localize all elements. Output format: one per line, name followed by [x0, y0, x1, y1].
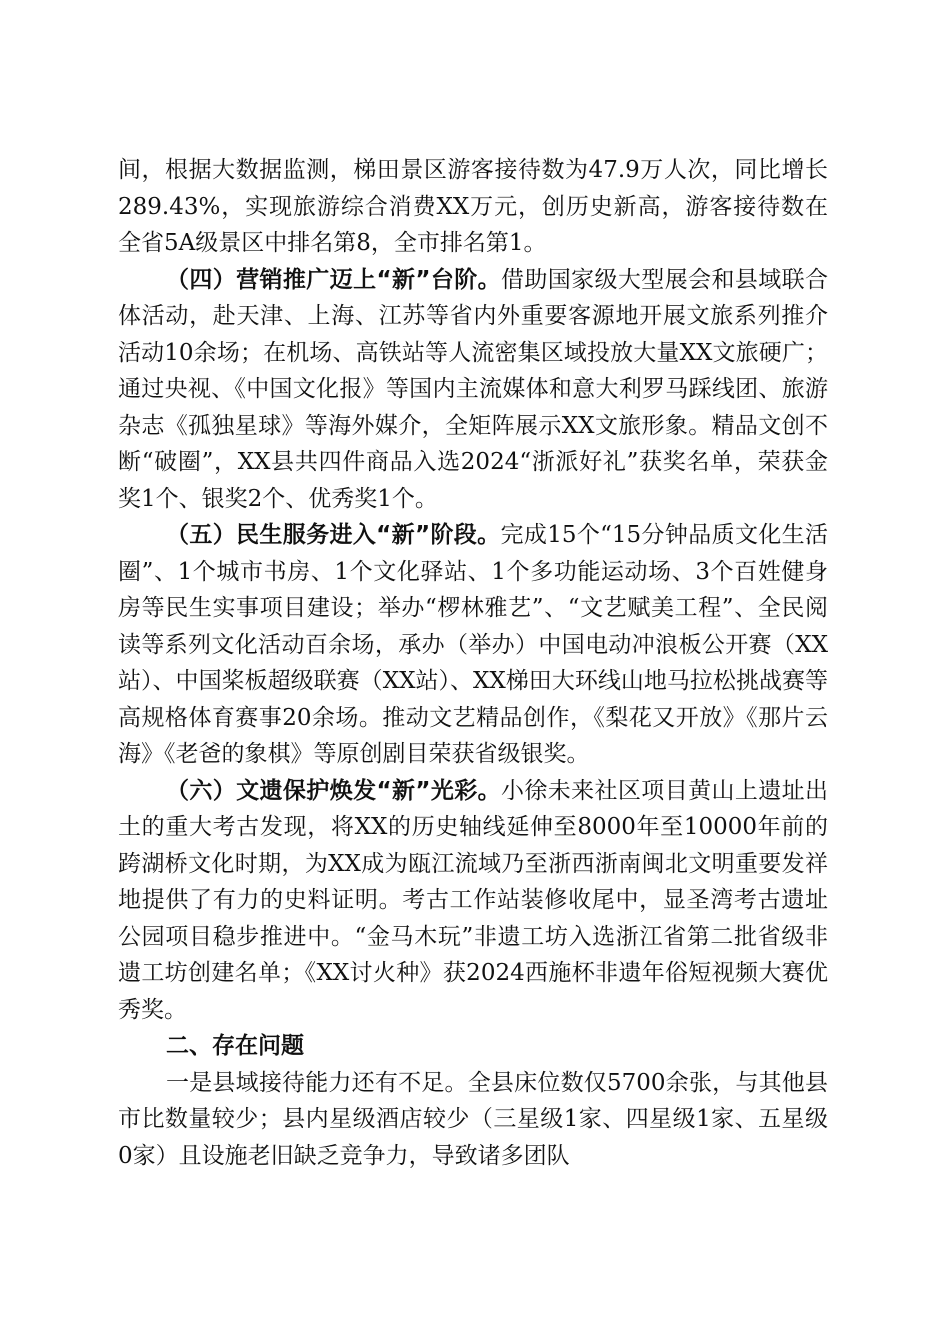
paragraph-continuation: 间，根据大数据监测，梯田景区游客接待数为47.9万人次，同比增长289.43%，实现旅游综合消费XX万元，创历史新高，游客接待数在全省5A级景区中排名第8，全市排名第1。	[118, 157, 828, 256]
paragraph-section-4	[118, 262, 828, 518]
paragraph-section-6	[118, 773, 828, 1029]
document-page	[118, 152, 828, 1174]
section-4-body: 借助国家级大型展会和县域联合体活动，赴天津、上海、江苏等省内外重要客源地开展文旅系列推介活动10余场；在机场、高铁站等人流密集区域投放大量XX文旅硬广；通过央视、《中国文化报》等国内主流媒体和意大利罗马踩线团、旅游杂志《孤独星球》等海外媒介，全矩阵展示XX文旅形象。精品文创不断“破圈”，XX县共四件商品入选2024“浙派好礼”获奖名单，荣获金奖1个、银奖2个、优秀奖1个。	[118, 266, 828, 512]
section-6-lead: （六）文遗保护焕发“新”光彩。	[166, 777, 501, 804]
section-4-lead: （四）营销推广迈上“新”台阶。	[166, 266, 501, 293]
section-heading-problems: 二、存在问题	[166, 1033, 304, 1059]
paragraph-section-5	[118, 517, 828, 773]
section-5-lead: （五）民生服务进入“新”阶段。	[166, 522, 501, 548]
section-6-body: 小徐未来社区项目黄山上遗址出土的重大考古发现，将XX的历史轴线延伸至8000年至10000年前的跨湖桥文化时期，为XX成为瓯江流域乃至浙西浙南闽北文明重要发祥地提供了有力的史料证明。考古工作站装修收尾中，显圣湾考古遗址公园项目稳步推进中。“金马木玩”非遗工坊入选浙江省第二批省级非遗工坊创建名单；《XX讨火种》获2024西施杯非遗年俗短视频大赛优秀奖。	[118, 777, 828, 1023]
section-5-body: 完成15个“15分钟品质文化生活圈”、1个城市书房、1个文化驿站、1个多功能运动场、3个百姓健身房等民生实事项目建设；举办“椤林雅艺”、“文艺赋美工程”、全民阅读等系列文化活动百余场，承办（举办）中国电动冲浪板公开赛（XX站）、中国桨板超级联赛（XX站）、XX梯田大环线山地马拉松挑战赛等高规格体育赛事20余场。推动文艺精品创作，《梨花又开放》《那片云海》《老爸的象棋》等原创剧目荣获省级银奖。	[118, 522, 828, 767]
paragraph-issue-1: 一是县域接待能力还有不足。全县床位数仅5700余张，与其他县市比数量较少；县内星级酒店较少（三星级1家、四星级1家、五星级0家）且设施老旧缺乏竞争力，导致诸多团队	[118, 1069, 828, 1169]
